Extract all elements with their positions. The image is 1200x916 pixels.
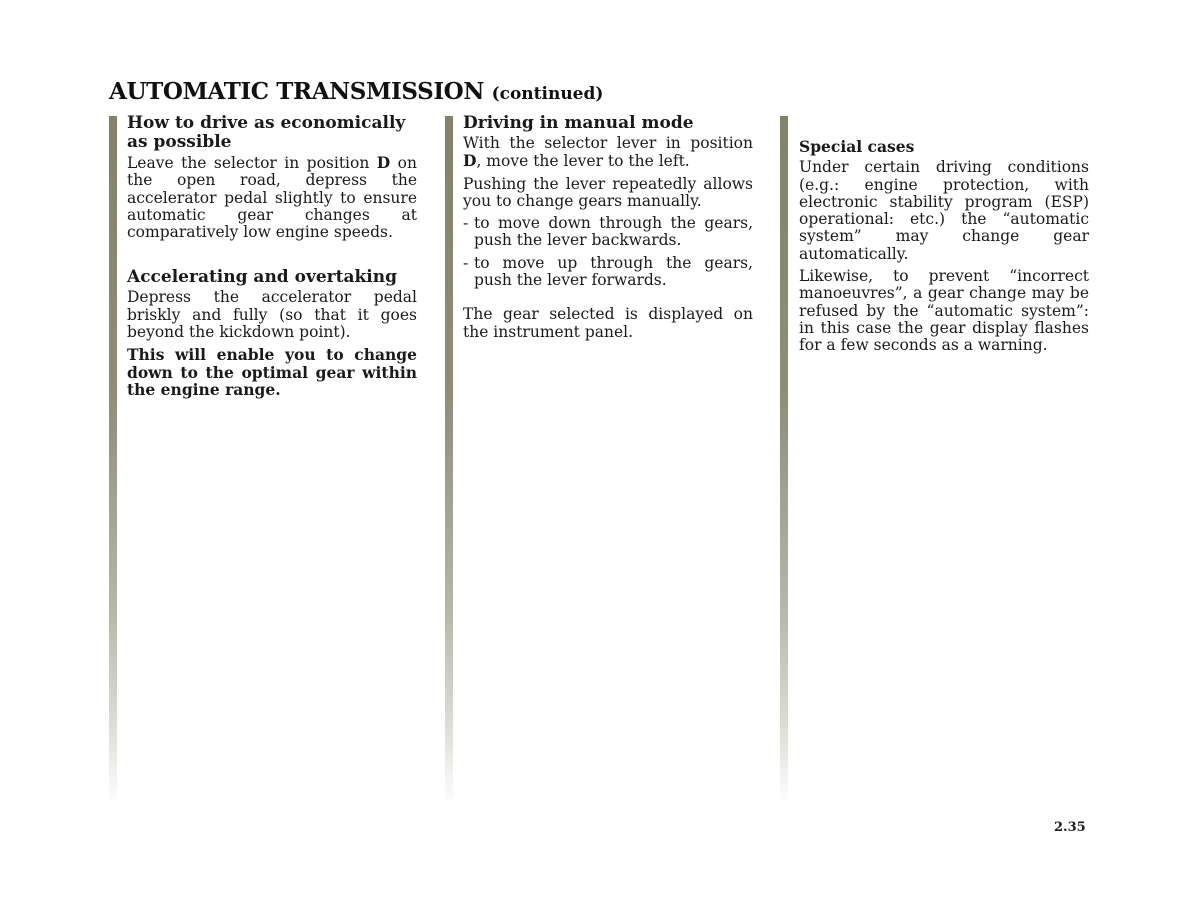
list-dash: - [463,253,469,272]
column-divider-bar-3 [780,116,788,806]
page-title-main: AUTOMATIC TRANSMISSION [109,78,484,105]
paragraph-special-cases: Under certain driving conditions (e.g.: engine protection, with electronic stability program (ESP) operational: etc.) the “automatic system” may change gear automatically. [799,158,1089,263]
paragraph-gear-display: The gear selected is displayed on the instrument panel. [463,305,753,341]
paragraph-accelerating: Depress the accelerator pedal briskly and fully (so that it goes beyond the kickdown point). [127,288,417,342]
list-item-text: to move up through the gears, push the lever forwards. [474,253,753,290]
paragraph-repeated-push: Pushing the lever repeatedly allows you to change gears manually. [463,174,753,210]
page-title [109,78,603,105]
position-d-label: D [376,153,391,172]
column-3 [799,114,1089,360]
column-1 [127,114,417,403]
paragraph-incorrect-manoeuvres: Likewise, to prevent “incorrect manoeuvres”, a gear change may be refused by the “automatic system”: in this case the gear display flashes for a few seconds as a warning. [799,267,1089,355]
spacer [127,246,417,268]
text-run: Leave the selector in position [127,154,377,172]
paragraph-change-down-note: This will enable you to change down to the optimal gear within the engine range. [127,345,417,399]
text-run: With the selector lever in position [463,134,753,152]
position-d-label: D [463,151,477,171]
list-item-move-down [463,215,753,250]
paragraph-economical-driving [127,154,417,241]
section-heading-economical-driving: How to drive as economically as possible [127,113,406,152]
list-dash: - [463,214,469,233]
section-heading-manual-mode: Driving in manual mode [463,113,694,133]
list-item-text: to move down through the gears, push the lever backwards. [474,214,753,250]
section-heading-special-cases: Special cases [799,137,915,156]
text-run: on the open road, depress the accelerator pedal slightly to ensure automatic gear changes at comparatively low engine speeds. [127,154,417,242]
page-title-suffix: (continued) [491,84,604,104]
column-divider-bar-2 [445,116,453,806]
page-number: 2.35 [1054,820,1086,835]
column-divider-bar-1 [109,116,117,806]
paragraph-manual-mode [463,135,753,171]
manual-mode-list [463,215,753,289]
column-2 [463,114,753,346]
section-heading-accelerating: Accelerating and overtaking [127,267,397,288]
list-item-move-up [463,255,753,290]
text-run: , move the lever to the left. [476,152,690,171]
